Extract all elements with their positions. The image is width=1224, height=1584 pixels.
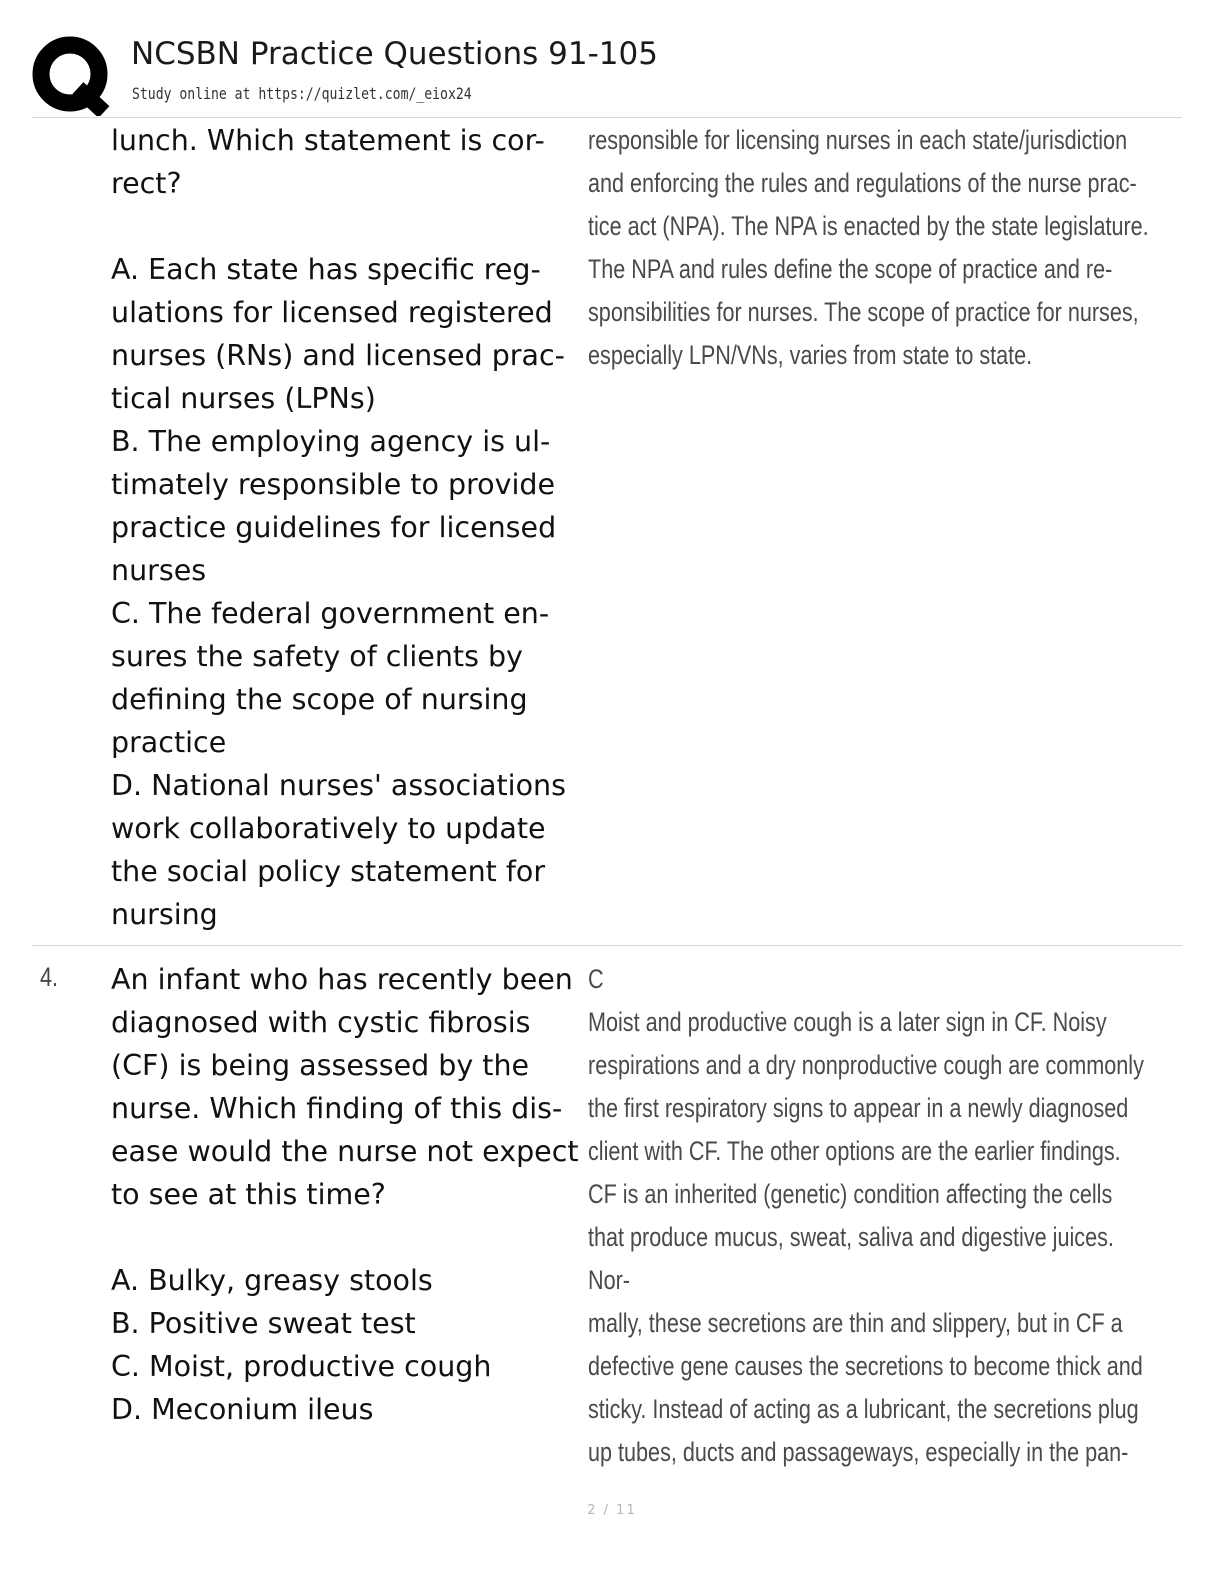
header-divider [32,117,1182,118]
question-text: lunch. Which statement is cor- rect? A. Each state has specific reg- ulations for licensed registered nurses (RNs) and licensed prac- tical nurses (LPNs) B. The employing agency is ul- timately responsible to provide practice guidelines for licensed nurses C. The federal government en- sures the safety of clients by defining the scope of nursing practice D. National nurses' associations work collaboratively to update the social policy statement for nursing [111,124,566,931]
card-number: 4. [40,962,59,992]
answer-text: C Moist and productive cough is a later sign in CF. Noisy respirations and a dry nonproductive cough are commonly the first respiratory signs to appear in a newly diagnosed client with CF. The other options are the earlier findings. CF is an inherited (genetic) condition affecting the cells that produce mucus, sweat, saliva and digestive juices. Nor- mally, these secretions are thin and slippery, but in CF a defective gene causes the secretions to become thick and sticky. Instead of acting as a lubricant, the secretions plug up tubes, ducts and passageways, especially in the pan- [588,964,1144,1467]
answer-text: responsible for licensing nurses in each state/jurisdiction and enforcing the rules and regulations of the nurse prac- tice act (NPA). The NPA is enacted by the state legislature. The NPA and rules define the scope of practice and re- sponsibilities for nurses. The scope of practice for nurses, especially LPN/VNs, varies from state to state. [588,125,1149,370]
card-divider [32,945,1182,946]
page-header [32,30,1182,118]
quizlet-q-logo-icon[interactable] [32,36,112,116]
study-online-link[interactable]: Study online at https://quizlet.com/_eiox24 [132,84,472,103]
page-number: 2 / 11 [587,1503,637,1518]
question-text: An infant who has recently been diagnosed with cystic fibrosis (CF) is being assessed by the nurse. Which finding of this dis- ease would the nurse not expect to see at this time? A. Bulky, greasy stools B. Positive sweat test C. Moist, productive cough D. Meconium ileus [111,963,579,1426]
document-title: NCSBN Practice Questions 91-105 [131,36,658,72]
